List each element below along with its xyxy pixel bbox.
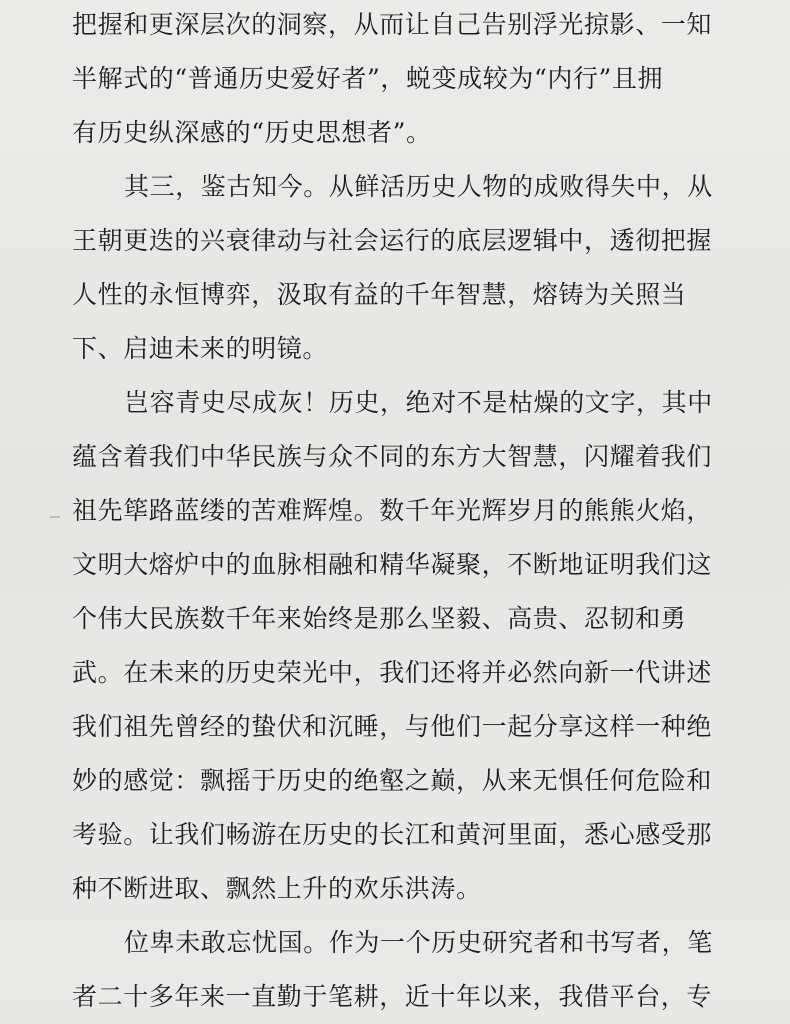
text-line: 妙的感觉：飘摇于历史的绝壑之巅，从来无惧任何危险和: [72, 766, 713, 795]
text-line: 下、启迪未来的明镜。: [72, 334, 329, 363]
text-line: 祖先筚路蓝缕的苦难辉煌。数千年光辉岁月的熊熊火焰，: [72, 496, 713, 525]
text-line: 人性的永恒博弈，汲取有益的千年智慧，熔铸为关照当: [72, 280, 687, 309]
text-line: 个伟大民族数千年来始终是那么坚毅、高贵、忍韧和勇: [72, 604, 687, 633]
text-line: 武。在未来的历史荣光中，我们还将并必然向新一代讲述: [72, 658, 713, 687]
text-line: 半解式的“普通历史爱好者”，蜕变成较为“内行”且拥: [72, 64, 664, 93]
text-line: 有历史纵深感的“历史思想者”。: [72, 118, 432, 147]
body-text: [72, 0, 722, 1024]
paragraph-start-line: 其三，鉴古知今。从鲜活历史人物的成败得失中，从: [124, 172, 713, 201]
text-line: 王朝更迭的兴衰律动与社会运行的底层逻辑中，透彻把握: [72, 226, 713, 255]
text-line: 种不断进取、飘然上升的欢乐洪涛。: [72, 874, 482, 903]
text-line: 把握和更深层次的洞察，从而让自己告别浮光掠影、一知: [72, 10, 713, 39]
paragraph-start-line: 岂容青史尽成灰！历史，绝对不是枯燥的文字，其中: [124, 388, 713, 417]
margin-mark: [50, 516, 60, 518]
paragraph-start-line: 位卑未敢忘忧国。作为一个历史研究者和书写者，笔: [124, 928, 713, 957]
text-line: 考验。让我们畅游在历史的长江和黄河里面，悉心感受那: [72, 820, 713, 849]
text-line: 蕴含着我们中华民族与众不同的东方大智慧，闪耀着我们: [72, 442, 713, 471]
text-line: 我们祖先曾经的蛰伏和沉睡，与他们一起分享这样一种绝: [72, 712, 713, 741]
text-line: 文明大熔炉中的血脉相融和精华凝聚，不断地证明我们这: [72, 550, 713, 579]
text-line: 者二十多年来一直勤于笔耕，近十年以来，我借平台，专: [72, 982, 713, 1011]
